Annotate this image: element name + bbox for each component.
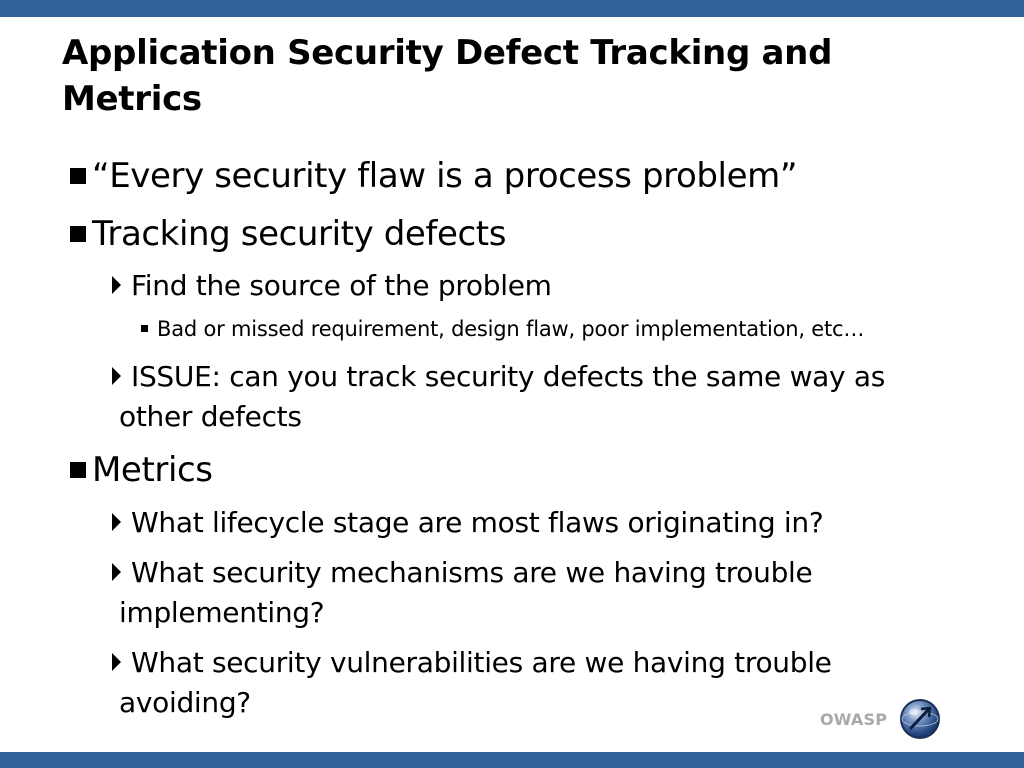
square-bullet-icon [70,226,86,242]
bottom-accent-bar [0,752,1024,768]
small-square-bullet-icon [141,325,148,332]
bullet-level1-tracking [70,214,506,254]
bullet-level2-issue [112,357,885,397]
logo-text: OWASP [820,709,888,729]
bullet-level1-quote [70,156,797,196]
triangle-bullet-icon [112,513,121,531]
bullet-text: Find the source of the problem [131,269,552,302]
triangle-bullet-icon [112,653,121,671]
bullet-text: What security mechanisms are we having trouble [131,556,813,589]
bullet-level3-causes [141,314,864,344]
triangle-bullet-icon [112,276,121,294]
bullet-text: Bad or missed requirement, design flaw, poor implementation, etc… [157,317,865,341]
bullet-text: ISSUE: can you track security defects the same way as [131,360,886,393]
bullet-continuation: implementing? [119,596,325,629]
bullet-text: Metrics [92,450,213,490]
triangle-bullet-icon [112,563,121,581]
owasp-wasp-globe-icon [899,698,941,740]
bullet-continuation: other defects [119,400,302,433]
bullet-text: “Every security flaw is a process problem” [92,156,798,196]
bullet-level2-find-source [112,266,552,306]
owasp-logo [820,698,941,740]
square-bullet-icon [70,168,86,184]
bullet-level1-metrics [70,450,213,490]
bullet-level2-vulnerabilities [112,643,832,683]
top-accent-bar [0,0,1024,17]
bullet-text: Tracking security defects [92,214,507,254]
triangle-bullet-icon [112,367,121,385]
bullet-continuation: avoiding? [119,686,251,719]
square-bullet-icon [70,462,86,478]
bullet-level2-mechanisms [112,553,812,593]
bullet-text: What lifecycle stage are most flaws originating in? [131,506,824,539]
bullet-level2-lifecycle [112,503,823,543]
slide-title: Application Security Defect Tracking and Metrics [62,33,833,119]
bullet-text: What security vulnerabilities are we having trouble [131,646,832,679]
